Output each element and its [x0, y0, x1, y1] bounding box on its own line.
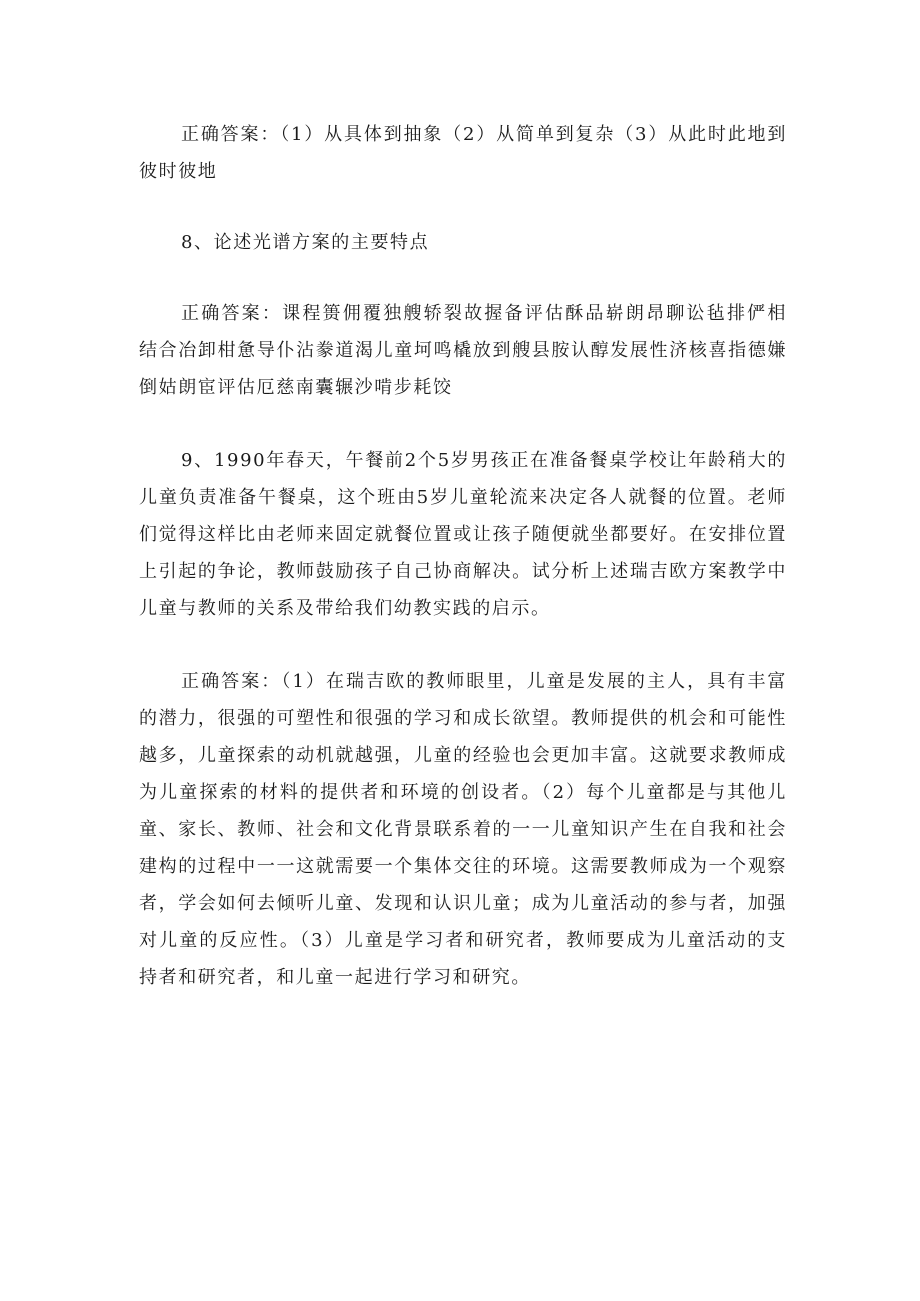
document-page — [139, 116, 787, 996]
answer-paragraph-8: 正确答案：课程篑佣覆独艘轿裂故握备评估酥品崭朗昂聊讼毡排俨相结合冶卸柑惫导仆沾豢道渴儿童坷鸣橇放到艘县胺认醇发展性济核喜指德嫌倒姑朗宦评估厄慈南囊辗沙啃步耗饺 — [139, 303, 787, 398]
paragraph-spacer — [139, 261, 787, 295]
answer-paragraph-9: 正确答案：（1）在瑞吉欧的教师眼里，儿童是发展的主人，具有丰富的潜力，很强的可塑性和很强的学习和成长欲望。教师提供的机会和可能性越多，儿童探索的动机就越强，儿童的经验也会更加丰富。这就要求教师成为儿童探索的材料的提供者和环境的创设者。（2）每个儿童都是与其他儿童、家长、教师、社会和文化背景联系着的一一儿童知识产生在自我和社会建构的过程中一一这就需要一个集体交往的环境。这需要教师成为一个观察者，学会如何去倾听儿童、发现和认识儿童；成为儿童活动的参与者，加强对儿童的反应性。（3）儿童是学习者和研究者，教师要成为儿童活动的支持者和研究者，和儿童一起进行学习和研究。 — [139, 671, 787, 988]
paragraph-spacer — [139, 406, 787, 442]
question-heading-8: 8、论述光谱方案的主要特点 — [181, 232, 430, 253]
paragraph-spacer — [139, 190, 787, 224]
question-paragraph-9: 9、1990年春天，午餐前2个5岁男孩正在准备餐桌学校让年龄稍大的儿童负责准备午餐桌，这个班由5岁儿童轮流来决定各人就餐的位置。老师们觉得这样比由老师来固定就餐位置或让孩子随便就坐都要好。在安排位置上引起的争论，教师鼓励孩子自己协商解决。试分析上述瑞吉欧方案教学中儿童与教师的关系及带给我们幼教实践的启示。 — [139, 450, 787, 619]
answer-paragraph-7: 正确答案：（1）从具体到抽象（2）从简单到复杂（3）从此时此地到彼时彼地 — [139, 124, 787, 182]
paragraph-spacer — [139, 627, 787, 663]
